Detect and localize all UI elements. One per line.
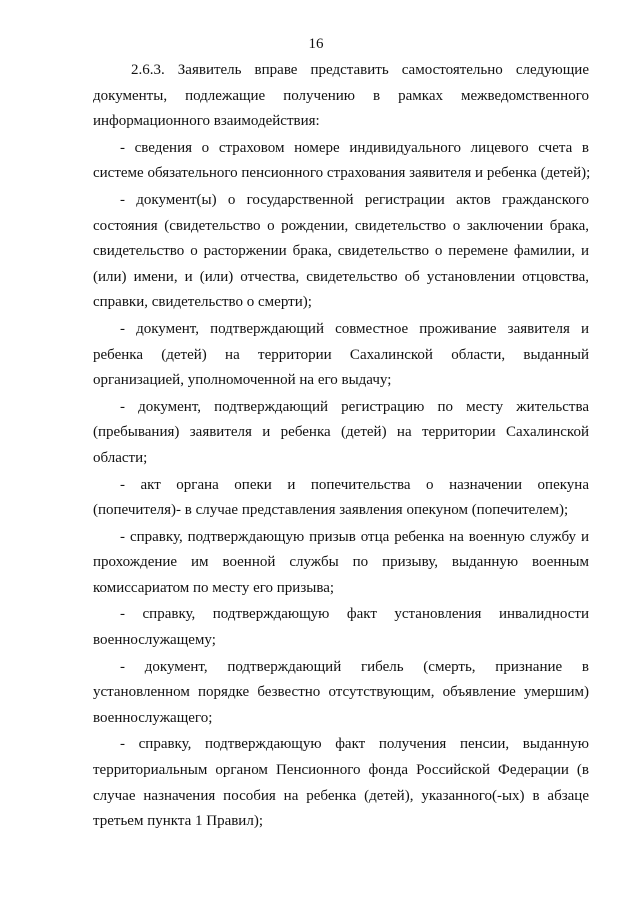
text-line: - документ, подтверждающий регистрацию по месту жительства xyxy=(120,398,589,415)
text-line: установленном порядке безвестно отсутствующим, объявление умершим) xyxy=(93,684,589,701)
text-line: (попечителя)- в случае представления заявления опекуном (попечителем); xyxy=(93,502,569,519)
text-line: (пребывания) заявителя и ребенка (детей) на территории Сахалинской xyxy=(93,424,589,441)
text-line: территориальным органом Пенсионного фонда Российской Федерации (в xyxy=(93,762,589,779)
text-line: третьем пункта 1 Правил); xyxy=(93,813,263,830)
document-body xyxy=(93,58,589,835)
text-line: 2.6.3. Заявитель вправе представить самостоятельно следующие xyxy=(131,62,589,78)
text-line: - справку, подтверждающую факт получения пенсии, выданную xyxy=(120,736,589,753)
text-line: ребенка (детей) на территории Сахалинской области, выданный xyxy=(93,346,589,363)
text-line: - документ, подтверждающий гибель (смерть, признание в xyxy=(120,658,589,675)
paragraph xyxy=(93,136,589,187)
text-line: - документ, подтверждающий совместное проживание заявителя и xyxy=(120,320,589,337)
text-line: (или) имени, и (или) отчества, свидетельство об установлении отцовства, xyxy=(93,268,589,285)
text-line: случае назначения пособия на ребенка (детей), указанного(-ых) в абзаце xyxy=(93,787,589,804)
paragraph xyxy=(93,525,589,602)
text-line: состояния (свидетельство о рождении, свидетельство о заключении брака, xyxy=(93,217,589,234)
text-line: свидетельство о расторжении брака, свидетельство о перемене фамилии, и xyxy=(93,243,589,260)
paragraph xyxy=(93,732,589,834)
text-line: комиссариатом по месту его призыва; xyxy=(93,579,335,596)
text-line: военнослужащего; xyxy=(93,709,213,726)
paragraph xyxy=(93,317,589,394)
text-line: области; xyxy=(93,449,148,466)
text-line: военнослужащему; xyxy=(93,632,216,649)
paragraph xyxy=(93,58,589,135)
text-line: - сведения о страховом номере индивидуального лицевого счета в xyxy=(120,139,589,156)
paragraph xyxy=(93,188,589,316)
paragraph xyxy=(93,473,589,524)
paragraph xyxy=(93,395,589,472)
paragraph xyxy=(93,602,589,653)
text-line: - документ(ы) о государственной регистрации актов гражданского xyxy=(120,191,589,208)
text-line: - справку, подтверждающую факт установления инвалидности xyxy=(120,606,589,623)
text-line: информационного взаимодействия: xyxy=(93,113,320,130)
text-line: - справку, подтверждающую призыв отца ребенка на военную службу и xyxy=(120,528,589,545)
text-line: прохождение им военной службы по призыву, выданную военным xyxy=(93,554,589,571)
paragraph xyxy=(93,655,589,732)
text-line: системе обязательного пенсионного страхования заявителя и ребенка (детей); xyxy=(93,165,591,182)
text-line: справки, свидетельство о смерти); xyxy=(93,294,312,311)
page-number: 16 xyxy=(308,36,324,52)
text-line: документы, подлежащие получению в рамках межведомственного xyxy=(93,87,589,104)
text-line: - акт органа опеки и попечительства о назначении опекуна xyxy=(120,476,589,493)
text-line: организацией, уполномоченной на его выдачу; xyxy=(93,372,392,389)
